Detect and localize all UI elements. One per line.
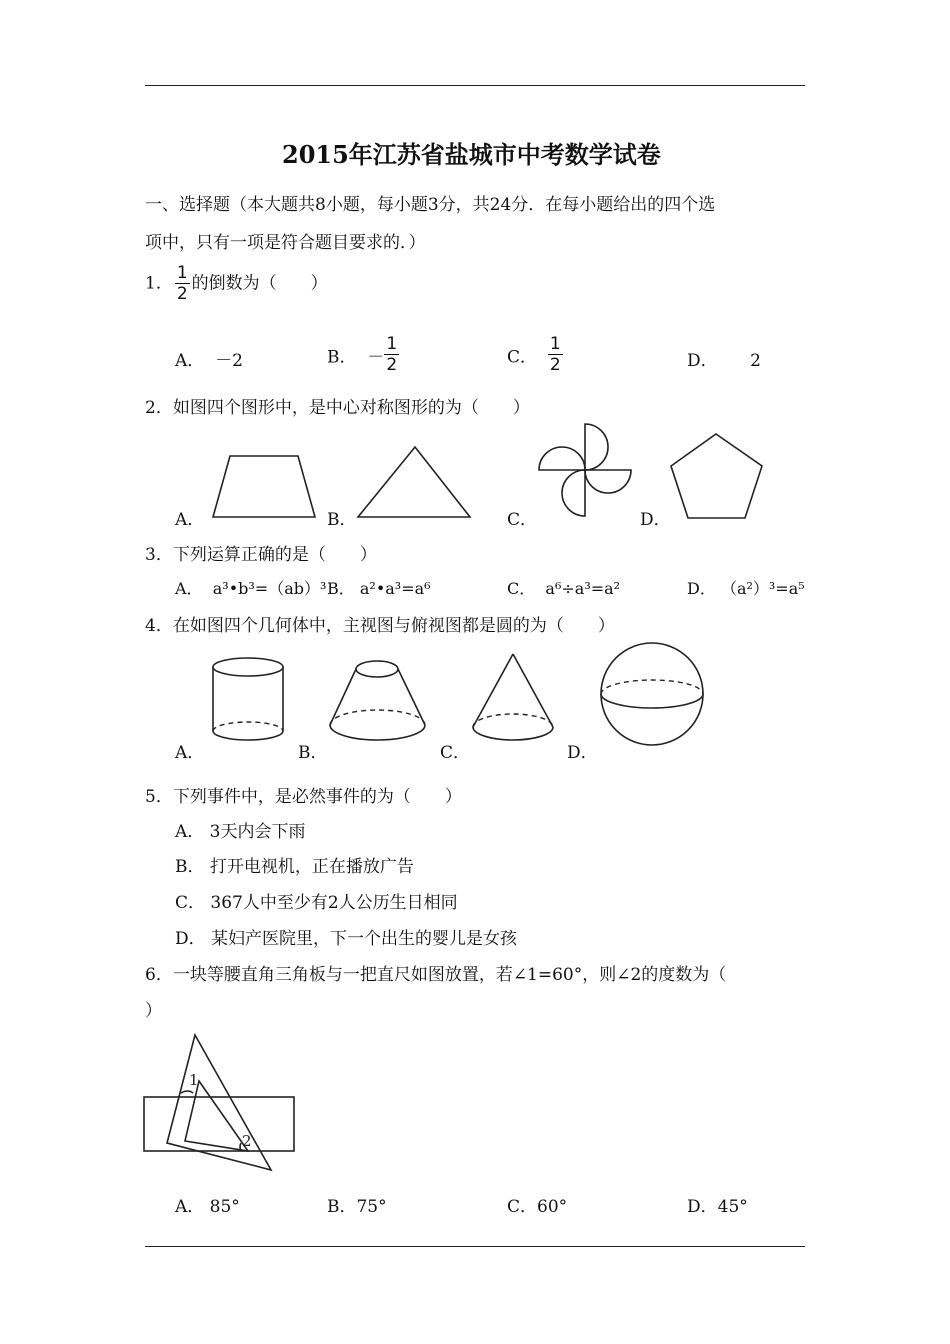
- frustum-figure: [325, 655, 430, 747]
- q6-stem-line1: 6．一块等腰直角三角板与一把直尺如图放置，若∠1=60°，则∠2的度数为（: [145, 965, 727, 985]
- section-heading-line1: 一、选择题（本大题共8小题，每小题3分，共24分．在每小题给出的四个选: [145, 195, 716, 215]
- q1-stem: [145, 265, 328, 303]
- q5-option-d[interactable]: D． 某妇产医院里，下一个出生的婴儿是女孩: [175, 929, 518, 949]
- q6-stem-line2: ）: [145, 1001, 162, 1021]
- bottom-rule: [145, 1246, 805, 1247]
- cone-figure: [468, 650, 558, 747]
- q6-option-b[interactable]: B．75°: [327, 1197, 387, 1217]
- q1-number: 1．: [145, 273, 173, 294]
- q1-option-d[interactable]: D． 2: [687, 351, 761, 371]
- q5-option-a[interactable]: A． 3天内会下雨: [175, 822, 306, 842]
- q5-option-b[interactable]: B． 打开电视机，正在播放广告: [175, 857, 414, 877]
- q2-option-d-label[interactable]: D．: [640, 510, 671, 530]
- angle-1-label: 1: [189, 1071, 199, 1089]
- triangle-ruler-figure: [143, 1033, 303, 1173]
- q3-stem: 3．下列运算正确的是（ ）: [145, 545, 377, 565]
- q5-option-c[interactable]: C． 367人中至少有2人公历生日相同: [175, 893, 458, 913]
- q2-option-a-label[interactable]: A．: [175, 510, 205, 530]
- q1-option-a[interactable]: A． －2: [175, 351, 243, 371]
- page-title: 2015年江苏省盐城市中考数学试卷: [282, 140, 661, 169]
- q4-option-c-label[interactable]: C．: [440, 743, 471, 763]
- section-heading-line2: 项中，只有一项是符合题目要求的．）: [145, 233, 426, 253]
- cylinder-figure: [208, 655, 288, 747]
- triangle-figure: [355, 445, 475, 520]
- q1-stem-text: 的倒数为（ ）: [191, 273, 328, 294]
- q3-option-a[interactable]: A． a³•b³=（ab）³: [175, 579, 327, 598]
- q4-option-d-label[interactable]: D．: [567, 743, 598, 763]
- pinwheel-figure: [535, 420, 635, 520]
- q1-option-c[interactable]: C． $\frac{1}{2}$: [507, 334, 561, 375]
- q3-option-d[interactable]: D． （a²）³=a⁵: [687, 579, 805, 598]
- q1-fraction: $\frac{1}{2}$: [176, 263, 188, 304]
- sphere-figure: [598, 640, 706, 748]
- q3-option-c[interactable]: C． a⁶÷a³=a²: [507, 579, 621, 598]
- trapezoid-figure: [205, 450, 325, 520]
- q4-option-b-label[interactable]: B．: [298, 743, 328, 763]
- q1-option-b[interactable]: B． － $\frac{1}{2}$: [327, 334, 398, 375]
- q3-option-b[interactable]: B． a²•a³=a⁶: [327, 579, 431, 598]
- q4-stem: 4．在如图四个几何体中，主视图与俯视图都是圆的为（ ）: [145, 616, 615, 636]
- q2-option-b-label[interactable]: B．: [327, 510, 357, 530]
- q4-option-a-label[interactable]: A．: [175, 743, 205, 763]
- pentagon-figure: [668, 430, 768, 522]
- top-rule: [145, 85, 805, 86]
- q2-option-c-label[interactable]: C．: [507, 510, 538, 530]
- angle-2-label: 2: [242, 1132, 252, 1150]
- q5-stem: 5．下列事件中，是必然事件的为（ ）: [145, 787, 462, 807]
- q6-option-c[interactable]: C．60°: [507, 1197, 568, 1217]
- q6-option-d[interactable]: D．45°: [687, 1197, 748, 1217]
- q2-stem: 2．如图四个图形中，是中心对称图形的为（ ）: [145, 398, 530, 418]
- q6-option-a[interactable]: A． 85°: [175, 1197, 240, 1217]
